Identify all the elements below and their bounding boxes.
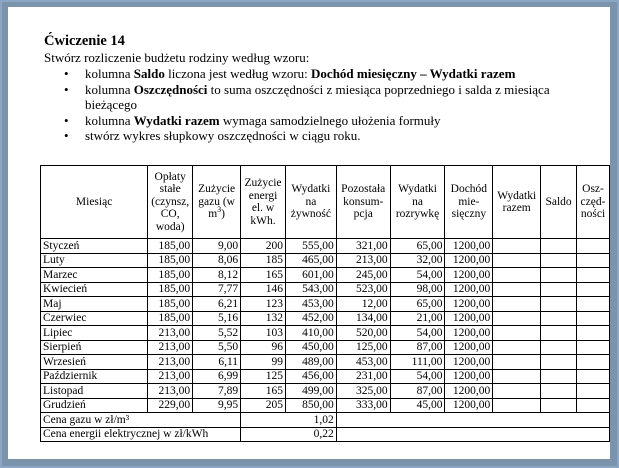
value-cell: 5,50 [193,340,241,355]
table-row [41,398,610,413]
value-cell: 450,00 [285,340,336,355]
task-text: kolumna [85,66,134,81]
month-cell: Marzec [41,268,148,283]
price-label: Cena gazu w zł/m³ [41,413,241,428]
value-cell [541,369,577,384]
value-cell [541,297,577,312]
value-cell: 410,00 [285,326,336,341]
value-cell: 165 [241,384,286,399]
value-cell: 520,00 [336,326,390,341]
column-header: Zużycie energi el. w kWh. [241,166,286,239]
value-cell: 132 [241,311,286,326]
value-cell [493,398,541,413]
value-cell: 185,00 [148,282,193,297]
value-cell: 1200,00 [445,355,493,370]
bullet-icon: • [64,128,69,143]
value-cell: 5,52 [193,326,241,341]
value-cell [577,282,610,297]
value-cell: 213,00 [336,253,390,268]
column-header: Dochód mie-sięczny [445,166,493,239]
value-cell: 87,00 [390,384,445,399]
value-cell [577,384,610,399]
value-cell: 543,00 [285,282,336,297]
value-cell: 601,00 [285,268,336,283]
table-row [41,282,610,297]
value-cell: 452,00 [285,311,336,326]
value-cell [541,384,577,399]
budget-table [40,165,610,442]
task-item [44,66,604,82]
value-cell: 325,00 [336,384,390,399]
value-cell: 555,00 [285,239,336,254]
value-cell: 453,00 [336,355,390,370]
value-cell [577,253,610,268]
price-value: 1,02 [241,413,337,428]
value-cell: 185,00 [148,311,193,326]
value-cell: 165 [241,268,286,283]
value-cell: 213,00 [148,355,193,370]
value-cell: 1200,00 [445,311,493,326]
task-text: liczona jest według wzoru: [164,66,312,81]
value-cell [541,268,577,283]
task-item [44,113,604,129]
value-cell [541,311,577,326]
task-bold-text: Dochód miesięczny – Wydatki razem [311,66,516,81]
value-cell: 111,00 [390,355,445,370]
task-bold-text: Wydatki razem [133,112,220,128]
value-cell: 333,00 [336,398,390,413]
value-cell: 1200,00 [445,398,493,413]
month-cell: Maj [41,297,148,312]
table-header-row [41,166,610,239]
month-cell: Grudzień [41,398,148,413]
empty-cell [336,427,609,442]
value-cell [577,340,610,355]
value-cell: 6,99 [193,369,241,384]
table-row [41,340,610,355]
value-cell [577,297,610,312]
value-cell [493,282,541,297]
column-header: Wydatki na żywność [285,166,336,239]
column-header: Saldo [541,166,577,239]
value-cell [493,326,541,341]
month-cell: Sierpień [41,340,148,355]
table-row [41,253,610,268]
month-cell: Kwiecień [41,282,148,297]
value-cell [541,253,577,268]
value-cell [493,297,541,312]
value-cell [577,369,610,384]
value-cell: 185,00 [148,297,193,312]
month-cell: Lipiec [41,326,148,341]
task-text: wymaga samodzielnego ułożenia formuły [219,112,441,128]
value-cell [493,253,541,268]
value-cell: 21,00 [390,311,445,326]
bullet-icon: • [64,81,69,97]
value-cell [493,355,541,370]
value-cell: 125,00 [336,340,390,355]
value-cell: 65,00 [390,239,445,254]
value-cell: 54,00 [390,326,445,341]
task-bold-text: Oszczędności [133,81,208,97]
value-cell: 7,77 [193,282,241,297]
value-cell: 96 [241,340,286,355]
value-cell [493,369,541,384]
value-cell: 32,00 [390,253,445,268]
value-cell [541,355,577,370]
value-cell: 185,00 [148,239,193,254]
value-cell: 213,00 [148,326,193,341]
table-row [41,384,610,399]
value-cell: 1200,00 [445,239,493,254]
value-cell: 54,00 [390,268,445,283]
value-cell: 523,00 [336,282,390,297]
value-cell [577,355,610,370]
value-cell [577,326,610,341]
value-cell: 6,21 [193,297,241,312]
value-cell: 185,00 [148,268,193,283]
column-header: Opłaty stałe (czynsz, CO, woda) [148,166,193,239]
month-cell: Wrzesień [41,355,148,370]
price-row [41,427,610,442]
value-cell: 6,11 [193,355,241,370]
value-cell [493,311,541,326]
value-cell [493,384,541,399]
table-row [41,369,610,384]
value-cell: 103 [241,326,286,341]
value-cell: 1200,00 [445,268,493,283]
column-header: Pozostała konsum-pcja [336,166,390,239]
value-cell [541,282,577,297]
value-cell: 231,00 [336,369,390,384]
value-cell [493,268,541,283]
month-cell: Czerwiec [41,311,148,326]
value-cell [541,398,577,413]
value-cell [493,340,541,355]
task-text: kolumna [85,112,134,128]
value-cell: 9,95 [193,398,241,413]
value-cell: 1200,00 [445,297,493,312]
value-cell: 12,00 [336,297,390,312]
value-cell: 489,00 [285,355,336,370]
task-bold-text: Saldo [133,66,165,81]
bullet-icon: • [64,112,69,128]
value-cell: 850,00 [285,398,336,413]
month-cell: Luty [41,253,148,268]
value-cell: 1200,00 [445,340,493,355]
bullet-icon: • [64,66,69,81]
exercise-title: Ćwiczenie 14 [44,33,125,49]
column-header: Wydatki na rozrywkę [390,166,445,239]
value-cell [541,340,577,355]
price-row [41,413,610,428]
value-cell: 321,00 [336,239,390,254]
value-cell: 245,00 [336,268,390,283]
exercise-content [44,33,604,144]
value-cell [577,398,610,413]
value-cell: 99 [241,355,286,370]
value-cell: 229,00 [148,398,193,413]
value-cell: 125 [241,369,286,384]
table-row [41,355,610,370]
column-header: Osz-częd-ności [577,166,610,239]
value-cell: 9,00 [193,239,241,254]
value-cell: 1200,00 [445,253,493,268]
value-cell [493,239,541,254]
value-cell: 456,00 [285,369,336,384]
value-cell: 200 [241,239,286,254]
value-cell: 8,06 [193,253,241,268]
value-cell: 1200,00 [445,384,493,399]
table-row [41,239,610,254]
value-cell: 134,00 [336,311,390,326]
value-cell: 87,00 [390,340,445,355]
value-cell: 213,00 [148,340,193,355]
value-cell [541,326,577,341]
empty-cell [336,413,609,428]
value-cell: 5,16 [193,311,241,326]
value-cell: 1200,00 [445,326,493,341]
value-cell: 98,00 [390,282,445,297]
value-cell: 123 [241,297,286,312]
month-cell: Styczeń [41,239,148,254]
column-header: Wydatki razem [493,166,541,239]
table-row [41,326,610,341]
table-row [41,268,610,283]
table-row [41,311,610,326]
value-cell: 213,00 [148,384,193,399]
value-cell: 499,00 [285,384,336,399]
task-item [44,82,604,113]
value-cell: 1200,00 [445,282,493,297]
value-cell: 453,00 [285,297,336,312]
value-cell [541,239,577,254]
value-cell: 185 [241,253,286,268]
column-header: Zużycie gazu (w $m^3$) [193,166,241,239]
table-row [41,297,610,312]
month-cell: Październik [41,369,148,384]
price-value: 0,22 [241,427,337,442]
value-cell [577,311,610,326]
value-cell: 185,00 [148,253,193,268]
value-cell: 205 [241,398,286,413]
value-cell [577,268,610,283]
value-cell: 7,89 [193,384,241,399]
document-page [8,7,610,459]
task-list [44,66,604,144]
task-text: kolumna [85,81,134,97]
value-cell: 8,12 [193,268,241,283]
value-cell: 45,00 [390,398,445,413]
task-item [44,128,604,144]
column-header: Miesiąc [41,166,148,239]
value-cell: 65,00 [390,297,445,312]
value-cell: 213,00 [148,369,193,384]
task-text: stwórz wykres słupkowy oszczędności w ciągu roku. [85,128,361,143]
value-cell: 54,00 [390,369,445,384]
month-cell: Listopad [41,384,148,399]
value-cell [577,239,610,254]
value-cell: 465,00 [285,253,336,268]
price-label: Cena energii elektrycznej w zł/kWh [41,427,241,442]
value-cell: 146 [241,282,286,297]
exercise-intro: Stwórz rozliczenie budżetu rodziny według wzoru: [44,50,310,65]
value-cell: 1200,00 [445,369,493,384]
task-text: to suma oszczędności z miesiąca poprzedniego i salda z miesiąca bieżącego [85,81,550,112]
